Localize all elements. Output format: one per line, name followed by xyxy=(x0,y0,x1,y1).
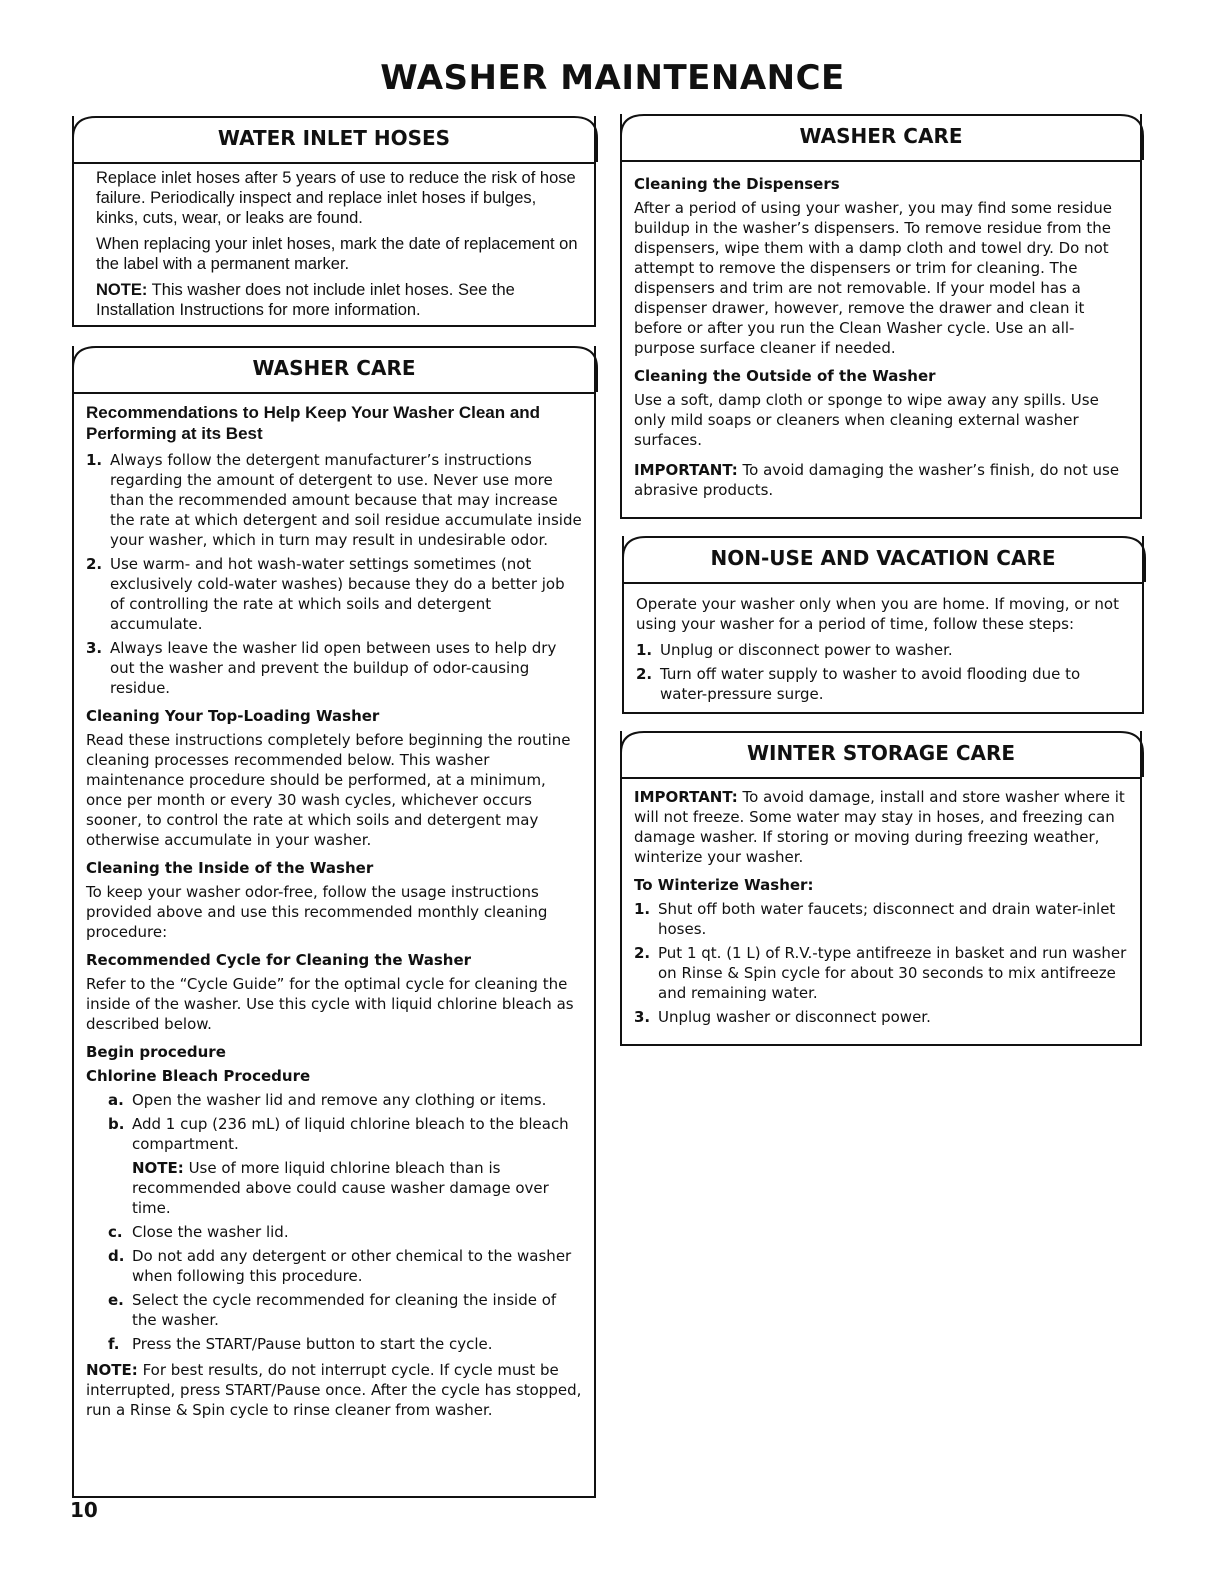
washer-care-right-section xyxy=(620,114,1142,519)
subheading: Recommended Cycle for Cleaning the Washer xyxy=(86,951,472,969)
list-item: 1. Shut off both water faucets; disconnect and drain water-inlet hoses. xyxy=(634,900,1116,938)
list-item: b. Add 1 cup (236 mL) of liquid chlorine bleach to the bleach compartment. NOTE: Use of more liquid chlorine bleach than is recommended above could cause washer damage over time. xyxy=(108,1114,582,1218)
subheading: Cleaning the Outside of the Washer xyxy=(634,367,936,385)
list-item: e. Select the cycle recommended for cleaning the inside of the washer. xyxy=(108,1291,557,1329)
list-item: 2. Use warm- and hot wash-water settings sometimes (not exclusively cold-water washes) because they do a better job of controlling the rate at which soils and detergent accumulate. xyxy=(86,555,565,633)
paragraph: When replacing your inlet hoses, mark the date of replacement on the label with a permanent marker. xyxy=(96,235,578,273)
paragraph: Use a soft, damp cloth or sponge to wipe away any spills. Use only mild soaps or cleaners when cleaning external washer surfaces. xyxy=(634,391,1099,449)
subheading: Chlorine Bleach Procedure xyxy=(86,1067,311,1085)
section-header xyxy=(624,536,1142,584)
section-heading: WASHER CARE xyxy=(799,124,963,148)
paragraph: Refer to the “Cycle Guide” for the optimal cycle for cleaning the inside of the washer. Use this cycle with liquid chlorine bleach as described below. xyxy=(86,975,574,1033)
page-title: WASHER MAINTENANCE xyxy=(380,58,845,98)
list-item: 2. Put 1 qt. (1 L) of R.V.-type antifreeze in basket and run washer on Rinse & Spin cycle for about 30 seconds to mix antifreeze and remaining water. xyxy=(634,944,1127,1002)
water-inlet-hoses-section xyxy=(72,116,596,327)
important-note: IMPORTANT: To avoid damage, install and store washer where it will not freeze. Some water may stay in hoses, and freezing can damage washer. If storing or moving during freezing weather, winterize your washer. xyxy=(634,788,1125,866)
winter-steps-list xyxy=(634,899,1128,1027)
section-header xyxy=(74,116,594,164)
list-item: f. Press the START/Pause button to start the cycle. xyxy=(108,1335,493,1353)
note-label: NOTE: xyxy=(96,281,148,299)
note-text: This washer does not include inlet hoses. See the Installation Instructions for more information. xyxy=(96,281,515,319)
section-header xyxy=(622,114,1140,162)
list-item: 1. Always follow the detergent manufacturer’s instructions regarding the amount of detergent to use. Never use more than the recommended amount because that may increase the rate at which detergent and soil residue accumulate inside your washer, which in turn may result in undesirable odor. xyxy=(86,451,582,549)
washer-care-left-section xyxy=(72,346,596,1498)
winter-storage-section xyxy=(620,731,1142,1046)
list-item: 3. Unplug washer or disconnect power. xyxy=(634,1008,931,1026)
list-item: 3. Always leave the washer lid open between uses to help dry out the washer and prevent the buildup of odor-causing residue. xyxy=(86,639,557,697)
note: NOTE: For best results, do not interrupt cycle. If cycle must be interrupted, press START/Pause once. After the cycle has stopped, run a Rinse & Spin cycle to rinse cleaner from washer. xyxy=(86,1361,582,1419)
list-item: d. Do not add any detergent or other chemical to the washer when following this procedure. xyxy=(108,1247,572,1285)
important-note: IMPORTANT: To avoid damaging the washer’s finish, do not use abrasive products. xyxy=(634,461,1120,499)
bleach-steps-list xyxy=(86,1090,582,1354)
recommendations-title: Recommendations to Help Keep Your Washer Clean and Performing at its Best xyxy=(86,403,541,443)
paragraph: Operate your washer only when you are home. If moving, or not using your washer for a period of time, follow these steps: xyxy=(636,595,1119,633)
list-item: 2. Turn off water supply to washer to avoid flooding due to water-pressure surge. xyxy=(636,665,1081,703)
paragraph: To keep your washer odor-free, follow the usage instructions provided above and use this recommended monthly cleaning procedure: xyxy=(86,883,548,941)
list-item: c. Close the washer lid. xyxy=(108,1223,289,1241)
subheading: Begin procedure xyxy=(86,1043,226,1061)
vacation-steps-list xyxy=(636,640,1130,704)
paragraph: Read these instructions completely before beginning the routine cleaning processes recommended below. This washer maintenance procedure should be performed, at a minimum, once per month or every 30 wash cycles, whichever occurs sooner, to control the rate at which soils and detergent may otherwise accumulate in your washer. xyxy=(86,731,571,849)
subheading: Cleaning Your Top-Loading Washer xyxy=(86,707,380,725)
list-item: 1. Unplug or disconnect power to washer. xyxy=(636,641,953,659)
vacation-care-section xyxy=(622,536,1144,714)
subheading: Cleaning the Dispensers xyxy=(634,175,840,193)
section-heading: WASHER CARE xyxy=(252,356,416,380)
section-heading: WINTER STORAGE CARE xyxy=(746,741,1016,765)
section-heading: WATER INLET HOSES xyxy=(217,126,451,150)
subheading: Cleaning the Inside of the Washer xyxy=(86,859,374,877)
section-header xyxy=(622,731,1140,779)
section-header xyxy=(74,346,594,394)
paragraph: After a period of using your washer, you may find some residue buildup in the washer’s dispensers. To remove residue from the dispensers, wipe them with a damp cloth and towel dry. Do not attempt to remove the dispensers or trim for cleaning. The dispensers and trim are not removable. If your model has a dispenser drawer, however, remove the drawer and clean it before or after you run the Clean Washer cycle. Use an all-purpose surface cleaner if needed. xyxy=(634,199,1112,357)
page-number: 10 xyxy=(70,1498,98,1522)
section-heading: NON-USE AND VACATION CARE xyxy=(710,546,1056,570)
paragraph: Replace inlet hoses after 5 years of use to reduce the risk of hose failure. Periodically inspect and replace inlet hoses if bulges, kinks, cuts, wear, or leaks are found. xyxy=(96,169,576,227)
subheading: To Winterize Washer: xyxy=(634,876,814,894)
note xyxy=(96,280,582,320)
recommendations-list xyxy=(86,450,582,698)
note: NOTE: Use of more liquid chlorine bleach than is recommended above could cause washer damage over time. xyxy=(132,1159,549,1217)
list-item: a. Open the washer lid and remove any clothing or items. xyxy=(108,1091,547,1109)
